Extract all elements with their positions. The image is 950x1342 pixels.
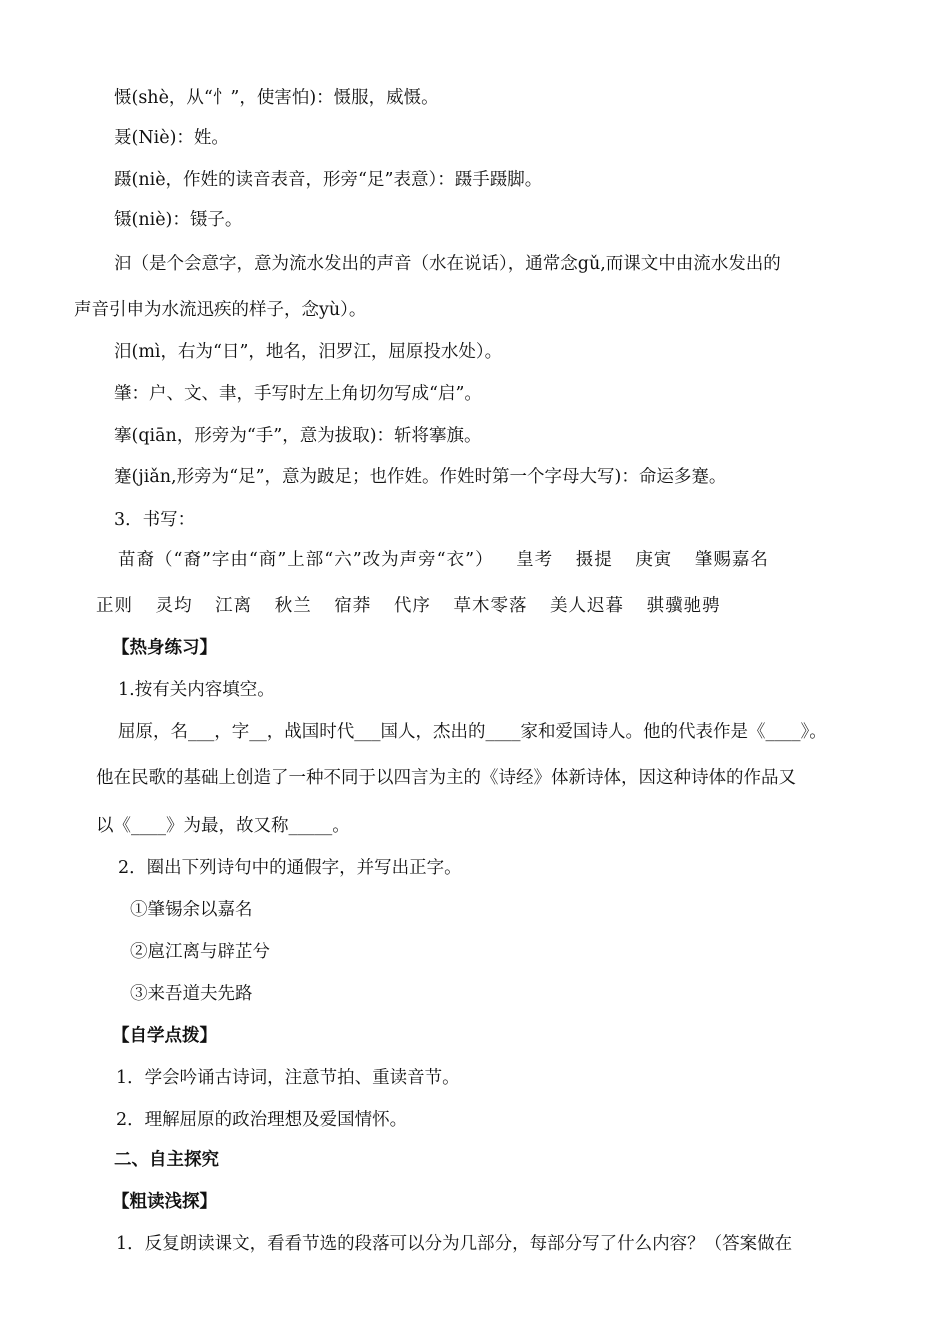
text-line: 肇：户、文、聿，手写时左上角切勿写成“启”。 — [114, 384, 482, 404]
list-item: ③来吾道夫先路 — [130, 984, 253, 1004]
text-line: 慑(shè，从“忄”，使害怕)：慑服，威慑。 — [114, 88, 439, 108]
text-line: 1.按有关内容填空。 — [118, 680, 275, 700]
text-line: 1．学会吟诵古诗词，注意节拍、重读音节。 — [116, 1068, 460, 1088]
text-line: 蹑(niè，作姓的读音表音，形旁“足”表意）：蹑手蹑脚。 — [114, 170, 543, 190]
list-item: ②扈江离与辟芷兮 — [130, 942, 270, 962]
text-line: 屈原，名___，字__，战国时代___国人，杰出的____家和爱国诗人。他的代表作是《____》。 — [118, 722, 827, 742]
text-line: 声音引申为水流迅疾的样子，念yù）。 — [74, 300, 367, 320]
section-heading-selfstudy: 【自学点拨】 — [112, 1026, 217, 1046]
text-line: 蹇(jiǎn,形旁为“足”，意为跛足；也作姓。作姓时第一个字母大写)：命运多蹇。 — [114, 467, 727, 487]
writing-word: 骐骥驰骋 — [646, 596, 721, 616]
writing-row-1 — [118, 548, 769, 572]
text-line: 汩（是个会意字，意为流水发出的声音（水在说话），通常念gǔ,而课文中由流水发出的 — [114, 254, 781, 274]
text-line: 3．书写： — [114, 510, 196, 530]
section-heading-rough: 【粗读浅探】 — [112, 1192, 217, 1212]
writing-word: 肇赐嘉名 — [694, 550, 769, 570]
writing-word: 摄提 — [575, 550, 613, 570]
writing-word: 皇考 — [516, 550, 554, 570]
writing-word: 美人迟暮 — [550, 596, 625, 616]
text-line: 聂(Niè)：姓。 — [114, 128, 229, 148]
writing-row-2 — [96, 594, 721, 618]
list-item: ①肇锡余以嘉名 — [130, 900, 253, 920]
writing-word: 草木零落 — [453, 596, 528, 616]
text-line: 2．圈出下列诗句中的通假字，并写出正字。 — [118, 858, 462, 878]
text-line: 1．反复朗读课文，看看节选的段落可以分为几部分，每部分写了什么内容？（答案做在 — [116, 1234, 793, 1254]
writing-word: 苗裔（“裔”字由“商”上部“六”改为声旁“衣”） — [118, 550, 494, 570]
writing-word: 灵均 — [155, 596, 193, 616]
text-line: 他在民歌的基础上创造了一种不同于以四言为主的《诗经》体新诗体，因这种诗体的作品又 — [96, 768, 796, 788]
writing-word: 庚寅 — [635, 550, 673, 570]
writing-word: 宿莽 — [334, 596, 372, 616]
writing-word: 正则 — [96, 596, 133, 616]
text-line: 2．理解屈原的政治理想及爱国情怀。 — [116, 1110, 408, 1130]
text-line: 镊(niè)：镊子。 — [114, 210, 243, 230]
text-line: 搴(qiān，形旁为“手”，意为拔取)：斩将搴旗。 — [114, 426, 482, 446]
section-heading-warmup: 【热身练习】 — [112, 638, 217, 658]
writing-word: 代序 — [393, 596, 431, 616]
text-line: 汨(mì，右为“日”，地名，汨罗江，屈原投水处）。 — [114, 342, 503, 362]
text-line: 以《____》为最，故又称_____。 — [96, 816, 350, 836]
writing-word: 江离 — [215, 596, 253, 616]
writing-word: 秋兰 — [274, 596, 312, 616]
section-heading-2: 二、自主探究 — [114, 1150, 219, 1170]
